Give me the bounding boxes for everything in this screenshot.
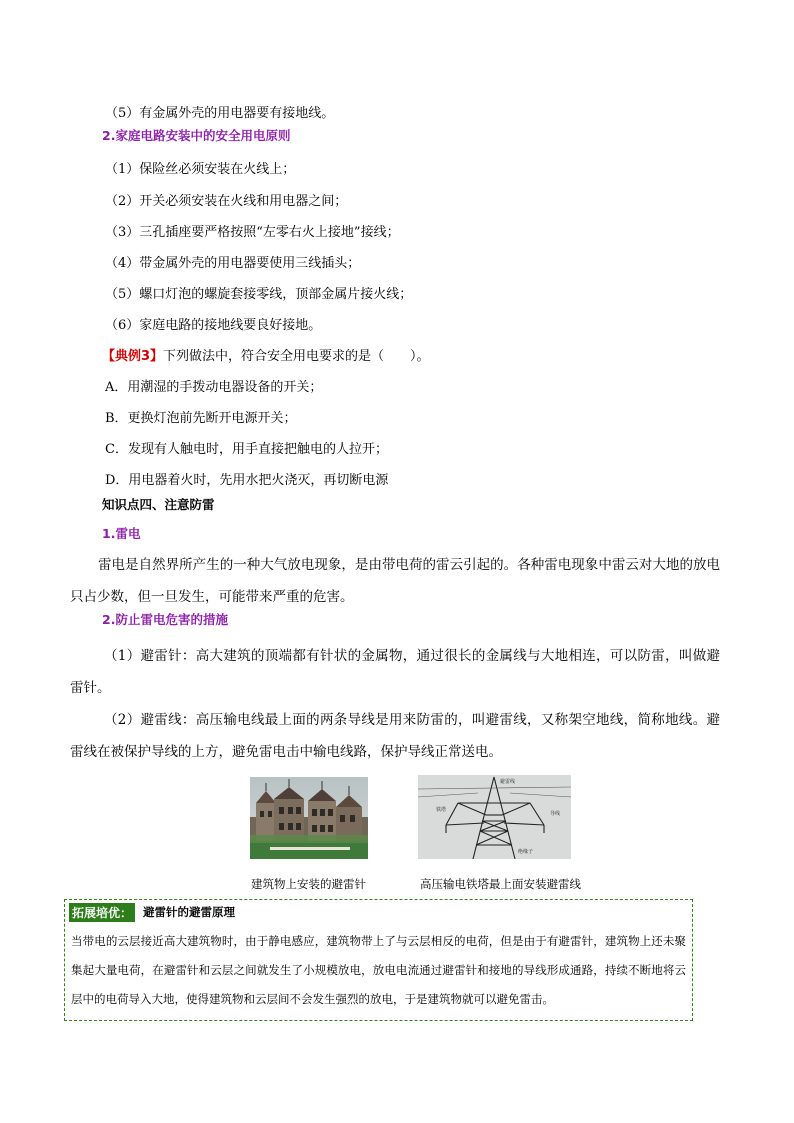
option-c: C．发现有人触电时，用手直接把触电的人拉开； (105, 442, 388, 457)
rule-item-4: （4）带金属外壳的用电器要使用三线插头； (105, 256, 361, 271)
option-b: B．更换灯泡前先断开电源开关； (105, 411, 297, 426)
left-figure-caption: 建筑物上安装的避雷针 (251, 877, 366, 891)
measure-ground-wire: （2）避雷线：高压输电线最上面的两条导线是用来防雷的，叫避雷线，又称架空地线，简称地线。避雷线在被保护导线的上方，避免雷电击中输电线路，保护导线正常送电。 (70, 712, 720, 760)
rule-item-1: （1）保险丝必须安装在火线上； (105, 162, 296, 177)
section-heading-household-safety: 2.家庭电路安装中的安全用电原则 (102, 128, 291, 143)
rule-item-6: （6）家庭电路的接地线要良好接地。 (105, 318, 322, 333)
subheading-thunder: 1.雷电 (102, 526, 141, 541)
tower-label-insulator: 绝缘子 (518, 849, 534, 855)
example-tag: 【典例3】 (102, 349, 164, 364)
tower-label-conductor: 导线 (550, 811, 561, 817)
extension-title: 避雷针的避雷原理 (143, 905, 235, 919)
subheading-protection-measures: 2.防止雷电危害的措施 (102, 612, 228, 627)
option-d: D．用电器着火时，先用水把火浇灭，再切断电源 (105, 473, 389, 488)
extension-text: 当带电的云层接近高大建筑物时，由于静电感应，建筑物带上了与云层相反的电荷，但是由于有避雷针，建筑物上还未聚集起大量电荷，在避雷针和云层之间就发生了小规模放电，放电电流通过避雷针和接地的导线形成通路，持续不断地将云层中的电荷导入大地，使得建筑物和云层间不会发生强烈的放电，于是建筑物就可以避免雷击。 (71, 934, 686, 1006)
tower-label-tower: 铁塔 (436, 807, 447, 813)
rule-item-3: （3）三孔插座要严格按照“左零右火上接地”接线； (105, 225, 400, 240)
rule-item-5: （5）螺口灯泡的螺旋套接零线，顶部金属片接火线； (105, 287, 413, 302)
extension-box (64, 899, 693, 1021)
right-figure-caption: 高压输电铁塔最上面安装避雷线 (420, 877, 581, 891)
rule-item-5-previous: （5）有金属外壳的用电器要有接地线。 (105, 106, 335, 121)
option-a: A．用潮湿的手拨动电器设备的开关； (105, 380, 323, 395)
example-question (102, 349, 430, 365)
tower-label-ground-wire: 避雷线 (500, 779, 516, 785)
rule-item-2: （2）开关必须安装在火线和用电器之间； (105, 194, 348, 209)
transmission-tower-photo (418, 775, 571, 859)
knowledge-point-heading: 知识点四、注意防雷 (102, 497, 215, 512)
measure-lightning-rod: （1）避雷针：高大建筑的顶端都有针状的金属物，通过很长的金属线与大地相连，可以防雷，叫做避雷针。 (70, 648, 720, 696)
extension-tag: 拓展培优： (69, 903, 135, 922)
example-question-text: 下列做法中，符合安全用电要求的是（ ）。 (163, 349, 430, 364)
building-photo (250, 777, 368, 859)
thunder-paragraph: 雷电是自然界所产生的一种大气放电现象，是由带电荷的雷云引起的。各种雷电现象中雷云对大地的放电只占少数，但一旦发生，可能带来严重的危害。 (70, 557, 720, 605)
